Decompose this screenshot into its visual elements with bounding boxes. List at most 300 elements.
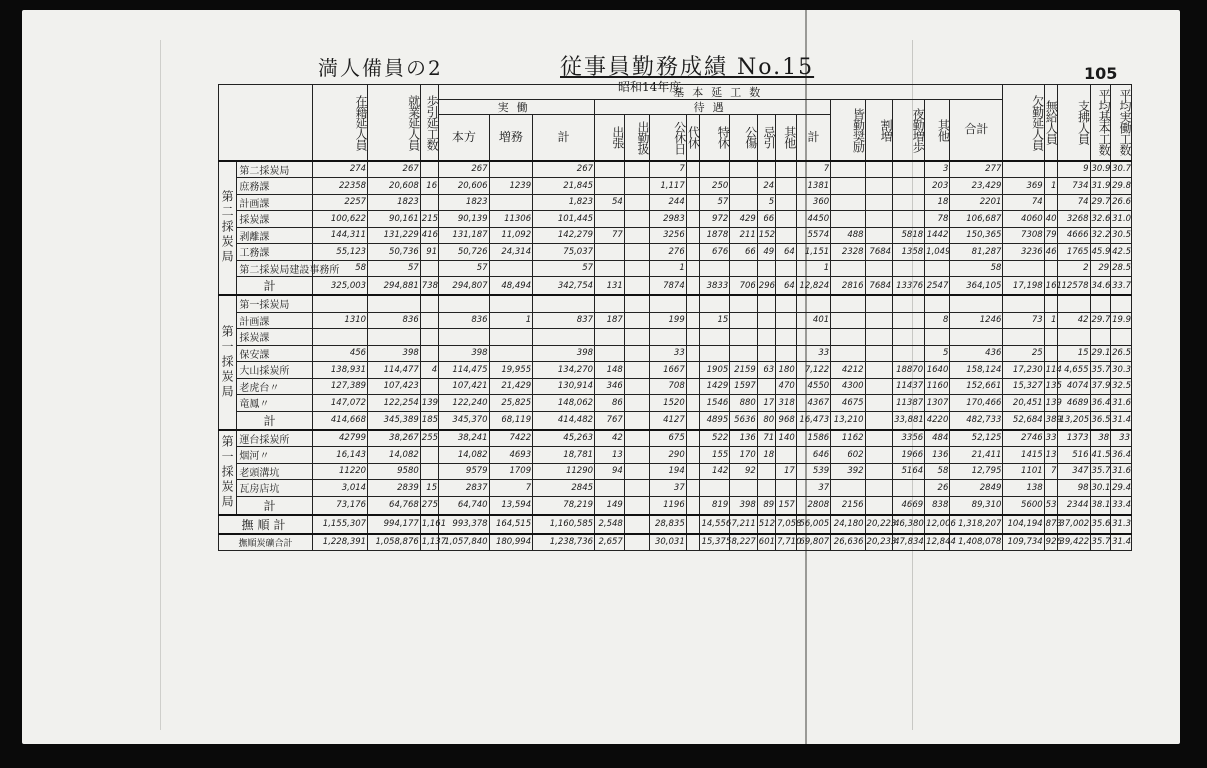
- table-cell: 2547: [925, 277, 950, 296]
- table-cell: 1: [489, 312, 533, 329]
- table-cell: 42: [595, 430, 625, 447]
- table-cell: 267: [439, 161, 489, 178]
- table-cell: [893, 161, 925, 178]
- table-cell: 26.5: [1111, 345, 1132, 362]
- table-cell: [686, 194, 700, 211]
- table-cell: 8: [925, 312, 950, 329]
- table-cell: 50,736: [368, 244, 421, 261]
- table-cell: 1239: [489, 178, 533, 195]
- table-cell: 122,240: [439, 395, 489, 412]
- table-cell: 41.5: [1090, 447, 1111, 464]
- table-cell: 7,122: [796, 362, 830, 379]
- table-cell: 100,622: [313, 211, 368, 228]
- table-cell: 30,031: [650, 534, 687, 551]
- table-cell: [624, 515, 649, 534]
- table-cell: 140: [776, 430, 797, 447]
- table-cell: 993,378: [439, 515, 489, 534]
- table-cell: [686, 515, 700, 534]
- table-cell: 13376: [893, 277, 925, 296]
- table-cell: 15,327: [1003, 378, 1044, 395]
- table-cell: [730, 161, 758, 178]
- subtotal-row: [219, 496, 1132, 515]
- table-row: [219, 161, 1132, 178]
- table-cell: 738: [420, 277, 438, 296]
- table-cell: 5818: [893, 227, 925, 244]
- table-cell: [686, 161, 700, 178]
- subtotal-row: [219, 277, 1132, 296]
- table-cell: 74: [1058, 194, 1090, 211]
- table-row: [219, 480, 1132, 497]
- table-cell: 89: [757, 496, 775, 515]
- table-cell: [420, 447, 438, 464]
- table-cell: [1044, 161, 1058, 178]
- table-cell: [893, 194, 925, 211]
- table-cell: [757, 345, 775, 362]
- table-cell: 53: [1044, 496, 1058, 515]
- table-cell: 16,473: [796, 411, 830, 430]
- table-cell: [757, 480, 775, 497]
- table-cell: [831, 345, 865, 362]
- table-cell: 203: [925, 178, 950, 195]
- table-cell: [831, 312, 865, 329]
- table-cell: 38.1: [1090, 496, 1111, 515]
- table-cell: 39,422: [1058, 534, 1090, 551]
- table-cell: [686, 312, 700, 329]
- table-row: [219, 378, 1132, 395]
- table-cell: 20,606: [439, 178, 489, 195]
- table-cell: 1429: [700, 378, 730, 395]
- table-cell: [730, 480, 758, 497]
- table-cell: 347: [1058, 463, 1090, 480]
- table-cell: 7874: [650, 277, 687, 296]
- table-cell: 64,740: [439, 496, 489, 515]
- table-cell: 152,661: [950, 378, 1003, 395]
- table-cell: 144,311: [313, 227, 368, 244]
- table-cell: 16,143: [313, 447, 368, 464]
- table-cell: [595, 161, 625, 178]
- table-cell: 138: [1003, 480, 1044, 497]
- table-cell: 602: [831, 447, 865, 464]
- table-cell: [700, 260, 730, 277]
- table-cell: [831, 161, 865, 178]
- table-cell: 15: [700, 312, 730, 329]
- table-cell: 80: [757, 411, 775, 430]
- table-cell: 142,279: [533, 227, 595, 244]
- table-cell: 142: [700, 463, 730, 480]
- table-cell: 56,005: [796, 515, 830, 534]
- table-cell: 89,310: [950, 496, 1003, 515]
- table-cell: [730, 260, 758, 277]
- table-cell: [1044, 329, 1058, 346]
- table-cell: [439, 329, 489, 346]
- table-cell: [893, 260, 925, 277]
- table-cell: 33,881: [893, 411, 925, 430]
- table-cell: 342,754: [533, 277, 595, 296]
- table-cell: [489, 194, 533, 211]
- table-cell: 734: [1058, 178, 1090, 195]
- table-cell: 75,037: [533, 244, 595, 261]
- table-cell: 4: [420, 362, 438, 379]
- table-cell: [865, 463, 893, 480]
- table-cell: 277: [950, 161, 1003, 178]
- table-cell: 13: [1044, 447, 1058, 464]
- table-cell: [757, 329, 775, 346]
- attendance-table: [218, 84, 1132, 551]
- table-cell: 31.4: [1111, 534, 1132, 551]
- table-cell: [624, 411, 649, 430]
- table-cell: 1,058,876: [368, 534, 421, 551]
- table-cell: 31.3: [1111, 515, 1132, 534]
- table-cell: 73,176: [313, 496, 368, 515]
- table-cell: 2156: [831, 496, 865, 515]
- table-cell: 66: [730, 244, 758, 261]
- table-cell: [439, 295, 489, 312]
- table-cell: [865, 345, 893, 362]
- table-cell: 57: [700, 194, 730, 211]
- table-cell: [595, 178, 625, 195]
- table-body: [219, 161, 1132, 551]
- table-cell: 3356: [893, 430, 925, 447]
- table-cell: 1381: [796, 178, 830, 195]
- col-header: 出張: [595, 115, 625, 161]
- table-cell: 436: [950, 345, 1003, 362]
- table-cell: 28,835: [650, 515, 687, 534]
- table-cell: 325,003: [313, 277, 368, 296]
- table-cell: 77: [595, 227, 625, 244]
- table-row: [219, 430, 1132, 447]
- table-cell: 1,161: [420, 515, 438, 534]
- table-cell: [757, 312, 775, 329]
- table-cell: 1,408,078: [950, 534, 1003, 551]
- table-cell: 364,105: [950, 277, 1003, 296]
- table-cell: 69,807: [796, 534, 830, 551]
- table-cell: 91: [420, 244, 438, 261]
- table-cell: [776, 329, 797, 346]
- table-cell: 1765: [1058, 244, 1090, 261]
- table-cell: 2328: [831, 244, 865, 261]
- row-label: 保安課: [237, 345, 313, 362]
- row-label: 採炭課: [237, 211, 313, 228]
- table-cell: [700, 329, 730, 346]
- table-cell: [776, 178, 797, 195]
- table-cell: 81,287: [950, 244, 1003, 261]
- table-cell: [831, 178, 865, 195]
- table-cell: 29: [1090, 260, 1111, 277]
- table-cell: [686, 430, 700, 447]
- table-cell: [595, 244, 625, 261]
- table-cell: [686, 463, 700, 480]
- table-cell: 35.6: [1090, 515, 1111, 534]
- group-label: 第一採炭局: [219, 430, 237, 515]
- table-cell: 30.5: [1111, 227, 1132, 244]
- table-cell: [595, 295, 625, 312]
- table-cell: 398: [533, 345, 595, 362]
- table-cell: 114: [1044, 362, 1058, 379]
- table-cell: 4450: [796, 211, 830, 228]
- table-cell: 2: [1058, 260, 1090, 277]
- page-crease-line-left: [160, 40, 161, 730]
- table-cell: 7: [796, 161, 830, 178]
- table-cell: [420, 312, 438, 329]
- table-cell: [776, 211, 797, 228]
- col-header: 公傷: [730, 115, 758, 161]
- table-row: [219, 345, 1132, 362]
- table-cell: 346: [595, 378, 625, 395]
- table-cell: 57: [533, 260, 595, 277]
- table-cell: 1162: [831, 430, 865, 447]
- table-cell: 66: [757, 211, 775, 228]
- table-cell: 1,049: [925, 244, 950, 261]
- table-cell: 42799: [313, 430, 368, 447]
- table-cell: [757, 161, 775, 178]
- table-cell: 12578: [1058, 277, 1090, 296]
- table-cell: 8,227: [730, 534, 758, 551]
- table-cell: 15,375: [700, 534, 730, 551]
- table-cell: [776, 345, 797, 362]
- table-cell: [893, 178, 925, 195]
- table-cell: [686, 178, 700, 195]
- table-cell: 19.9: [1111, 312, 1132, 329]
- table-cell: 37: [650, 480, 687, 497]
- table-cell: 17: [776, 463, 797, 480]
- col-header: 欠勤延人員: [1003, 85, 1044, 161]
- table-cell: 244: [650, 194, 687, 211]
- table-cell: 2849: [950, 480, 1003, 497]
- col-header: 就業延人員: [368, 85, 421, 161]
- table-cell: 706: [730, 277, 758, 296]
- table-cell: 33.7: [1111, 277, 1132, 296]
- table-cell: [757, 295, 775, 312]
- table-cell: [686, 211, 700, 228]
- table-cell: 109,734: [1003, 534, 1044, 551]
- table-cell: [730, 312, 758, 329]
- table-cell: 139: [420, 395, 438, 412]
- table-cell: 1,823: [533, 194, 595, 211]
- table-cell: 185: [420, 411, 438, 430]
- table-cell: 2816: [831, 277, 865, 296]
- table-cell: 4300: [831, 378, 865, 395]
- table-cell: 398: [439, 345, 489, 362]
- row-label: 竜鳳〃: [237, 395, 313, 412]
- table-cell: 2983: [650, 211, 687, 228]
- table-cell: [686, 244, 700, 261]
- corner-header: [219, 85, 313, 161]
- row-label: 老頭溝坑: [237, 463, 313, 480]
- table-cell: 33: [650, 345, 687, 362]
- table-cell: [865, 211, 893, 228]
- table-cell: 4220: [925, 411, 950, 430]
- table-cell: [796, 329, 830, 346]
- table-cell: [865, 329, 893, 346]
- table-cell: 5636: [730, 411, 758, 430]
- table-cell: 45,263: [533, 430, 595, 447]
- table-cell: 28.5: [1111, 260, 1132, 277]
- table-cell: [1003, 161, 1044, 178]
- table-cell: [865, 161, 893, 178]
- table-cell: 250: [700, 178, 730, 195]
- table-cell: 267: [368, 161, 421, 178]
- table-cell: 18: [757, 447, 775, 464]
- table-cell: 71: [757, 430, 775, 447]
- table-cell: [865, 378, 893, 395]
- group-header-actual: 実働: [439, 100, 595, 115]
- table-cell: [776, 194, 797, 211]
- table-cell: 36.4: [1111, 447, 1132, 464]
- group-label: 第一採炭局: [219, 295, 237, 430]
- table-cell: 36.4: [1090, 395, 1111, 412]
- table-cell: [1003, 295, 1044, 312]
- table-cell: 49: [757, 244, 775, 261]
- table-cell: 1823: [368, 194, 421, 211]
- row-label: 採炭課: [237, 329, 313, 346]
- table-cell: [950, 329, 1003, 346]
- table-cell: [776, 312, 797, 329]
- document-title: 従事員勤務成績 No.15: [560, 55, 815, 80]
- table-cell: [595, 329, 625, 346]
- table-cell: [893, 329, 925, 346]
- table-cell: 57: [439, 260, 489, 277]
- table-cell: [624, 277, 649, 296]
- table-cell: [420, 295, 438, 312]
- table-cell: 48,494: [489, 277, 533, 296]
- table-cell: 134,270: [533, 362, 595, 379]
- table-cell: 14,556: [700, 515, 730, 534]
- table-cell: 14,082: [368, 447, 421, 464]
- table-cell: 1,151: [796, 244, 830, 261]
- table-cell: 32.5: [1111, 378, 1132, 395]
- table-cell: 47,834: [893, 534, 925, 551]
- table-cell: [865, 430, 893, 447]
- table-cell: [730, 345, 758, 362]
- table-cell: 33: [1111, 430, 1132, 447]
- table-cell: [489, 295, 533, 312]
- table-cell: [1111, 329, 1132, 346]
- table-cell: 968: [776, 411, 797, 430]
- table-cell: 74: [1003, 194, 1044, 211]
- table-cell: [686, 277, 700, 296]
- table-cell: [700, 161, 730, 178]
- table-cell: 11306: [489, 211, 533, 228]
- table-cell: [489, 161, 533, 178]
- table-cell: 296: [757, 277, 775, 296]
- col-header: 特休: [700, 115, 730, 161]
- table-cell: [1044, 480, 1058, 497]
- table-cell: [686, 295, 700, 312]
- table-cell: 836: [439, 312, 489, 329]
- table-cell: [624, 161, 649, 178]
- table-cell: 57: [368, 260, 421, 277]
- table-row: [219, 295, 1132, 312]
- table-row: [219, 178, 1132, 195]
- table-cell: 416: [420, 227, 438, 244]
- col-header: 本方: [439, 115, 489, 161]
- table-cell: [865, 194, 893, 211]
- table-cell: [776, 447, 797, 464]
- table-cell: 31.4: [1111, 411, 1132, 430]
- table-cell: 13,205: [1058, 411, 1090, 430]
- table-cell: [950, 295, 1003, 312]
- row-label: 老虎台〃: [237, 378, 313, 395]
- table-cell: 838: [925, 496, 950, 515]
- table-cell: 290: [650, 447, 687, 464]
- table-cell: 18,781: [533, 447, 595, 464]
- table-cell: 31.9: [1090, 178, 1111, 195]
- table-cell: [831, 260, 865, 277]
- table-cell: 5: [757, 194, 775, 211]
- table-cell: 11387: [893, 395, 925, 412]
- table-cell: 24,180: [831, 515, 865, 534]
- section-title: 満人備員の2: [318, 56, 443, 80]
- table-cell: 211: [730, 227, 758, 244]
- table-cell: [624, 534, 649, 551]
- table-cell: [624, 178, 649, 195]
- table-cell: [865, 260, 893, 277]
- table-cell: 64: [776, 244, 797, 261]
- table-cell: 215: [420, 211, 438, 228]
- table-cell: 1586: [796, 430, 830, 447]
- col-header: 支拂人員: [1058, 85, 1090, 161]
- table-cell: 40: [1044, 211, 1058, 228]
- table-cell: 4,655: [1058, 362, 1090, 379]
- table-cell: 64,768: [368, 496, 421, 515]
- table-cell: 107,421: [439, 378, 489, 395]
- table-cell: [776, 161, 797, 178]
- table-cell: 470: [776, 378, 797, 395]
- table-cell: 26.6: [1111, 194, 1132, 211]
- table-cell: 318: [776, 395, 797, 412]
- table-cell: [757, 378, 775, 395]
- table-cell: [624, 227, 649, 244]
- table-cell: 1: [796, 260, 830, 277]
- table-cell: [624, 378, 649, 395]
- table-cell: [533, 295, 595, 312]
- table-cell: 1442: [925, 227, 950, 244]
- row-label: 第一採炭局: [237, 295, 313, 312]
- table-cell: [650, 329, 687, 346]
- table-cell: [686, 395, 700, 412]
- table-cell: 21,429: [489, 378, 533, 395]
- table-cell: 29.8: [1111, 178, 1132, 195]
- col-header: 其他: [776, 115, 797, 161]
- table-cell: [730, 178, 758, 195]
- row-label: 運台採炭所: [237, 430, 313, 447]
- table-cell: 148,062: [533, 395, 595, 412]
- table-cell: [893, 345, 925, 362]
- table-cell: 1597: [730, 378, 758, 395]
- table-cell: [1003, 260, 1044, 277]
- table-cell: 5: [925, 345, 950, 362]
- table-row: [219, 244, 1132, 261]
- table-cell: 1546: [700, 395, 730, 412]
- table-cell: 135: [1044, 378, 1058, 395]
- table-cell: 24: [757, 178, 775, 195]
- table-cell: 86: [595, 395, 625, 412]
- table-cell: 17: [757, 395, 775, 412]
- table-cell: 149: [595, 496, 625, 515]
- table-cell: 9580: [368, 463, 421, 480]
- page-number: 105: [1084, 64, 1118, 83]
- table-cell: 2257: [313, 194, 368, 211]
- col-header: 計: [796, 115, 830, 161]
- table-cell: 2845: [533, 480, 595, 497]
- table-cell: [865, 496, 893, 515]
- table-cell: [865, 411, 893, 430]
- table-cell: [420, 329, 438, 346]
- table-cell: 1,155,307: [313, 515, 368, 534]
- table-cell: 1,238,736: [533, 534, 595, 551]
- col-header: 無給人員: [1044, 85, 1058, 161]
- table-cell: 150,365: [950, 227, 1003, 244]
